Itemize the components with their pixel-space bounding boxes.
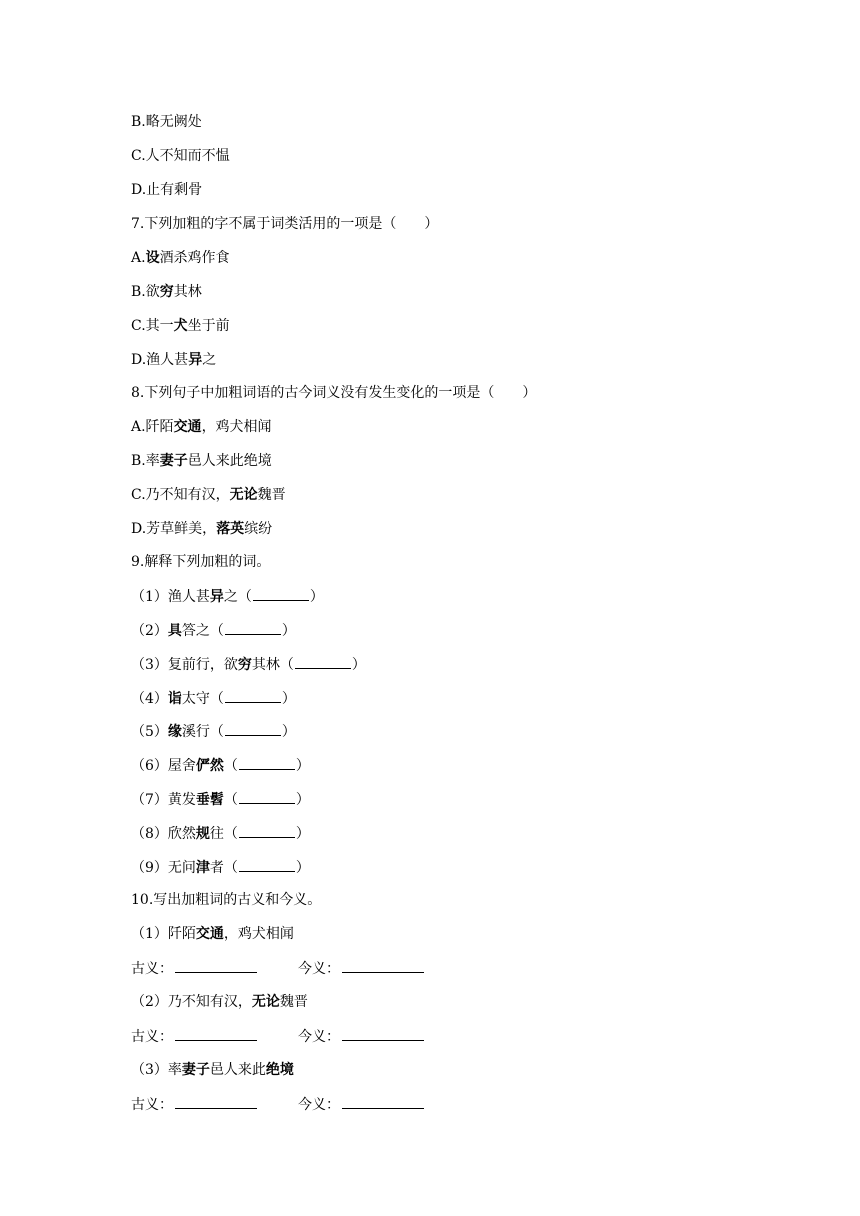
bold-word: 设 (145, 250, 160, 266)
text: 往（ (209, 826, 238, 842)
text: D.渔人甚 (131, 352, 189, 368)
bold-word: 绝境 (265, 1062, 294, 1078)
q9-item-7 (131, 790, 310, 808)
answer-blank[interactable] (239, 858, 295, 872)
answer-blank[interactable] (225, 689, 281, 703)
bold-word: 异 (188, 352, 203, 368)
bold-word: 犬 (173, 318, 188, 334)
text: 魏晋 (257, 487, 286, 503)
q10-answer-row-2 (131, 1027, 340, 1045)
q6-option-b (131, 113, 202, 131)
question-stem: 8.下列句子中加粗词语的古今词义没有发生变化的一项是（ ） (131, 385, 537, 401)
text: A.阡陌 (131, 419, 174, 435)
text: 者（ (209, 860, 238, 876)
option-text: D.止有剩骨 (131, 182, 203, 198)
bold-word: 妻子 (159, 453, 188, 469)
text: 邑人来此绝境 (187, 453, 272, 469)
text: （2）乃不知有汉， (131, 994, 252, 1010)
answer-blank[interactable] (239, 790, 295, 804)
q9-item-9 (131, 858, 310, 876)
bold-word: 穷 (237, 657, 252, 673)
text: 之（ (223, 589, 252, 605)
bold-word: 落英 (216, 521, 245, 537)
text: ） (281, 724, 296, 740)
answer-blank[interactable] (253, 587, 309, 601)
text: ，鸡犬相闻 (201, 419, 272, 435)
text: 坐于前 (187, 318, 230, 334)
q9-item-2 (131, 621, 296, 639)
text: ） (295, 758, 310, 774)
q8-option-d (131, 520, 272, 538)
q7-option-c (131, 317, 230, 335)
modern-meaning-label: 今义： (298, 1029, 340, 1045)
bold-word: 俨然 (195, 758, 224, 774)
text: ） (281, 623, 296, 639)
text: A. (131, 250, 146, 266)
text: 之 (202, 352, 217, 368)
text: （2） (131, 623, 168, 639)
answer-blank[interactable] (295, 655, 351, 669)
ancient-meaning-blank[interactable] (175, 959, 257, 973)
bold-word: 妻子 (181, 1062, 210, 1078)
bold-word: 规 (195, 826, 210, 842)
text: 其林（ (251, 657, 294, 673)
bold-word: 津 (195, 860, 210, 876)
modern-meaning-group (298, 1027, 424, 1046)
text: 邑人来此 (209, 1062, 266, 1078)
q7-option-b (131, 283, 202, 301)
q6-option-d (131, 181, 202, 199)
option-text: C.人不知而不愠 (131, 148, 230, 164)
text: （4） (131, 691, 168, 707)
bold-word: 垂髫 (195, 792, 224, 808)
q6-option-c (131, 147, 230, 165)
text: 其林 (173, 284, 202, 300)
modern-meaning-label: 今义： (298, 1097, 340, 1113)
q9-item-3 (131, 655, 366, 673)
bold-word: 具 (167, 623, 182, 639)
text: B.欲 (131, 284, 160, 300)
bold-word: 交通 (195, 926, 224, 942)
q9-item-5 (131, 722, 296, 740)
text: 酒杀鸡作食 (159, 250, 230, 266)
answer-blank[interactable] (225, 621, 281, 635)
text: ） (281, 691, 296, 707)
q10-answer-row-3 (131, 1095, 340, 1113)
answer-blank[interactable] (225, 722, 281, 736)
q8-option-b (131, 452, 272, 470)
text: ，鸡犬相闻 (223, 926, 294, 942)
text: （1）渔人甚 (131, 589, 210, 605)
bold-word: 诣 (167, 691, 182, 707)
modern-meaning-blank[interactable] (342, 1095, 424, 1109)
modern-meaning-group (298, 959, 424, 978)
text: ） (295, 826, 310, 842)
q10-stem (131, 891, 321, 909)
q9-item-8 (131, 824, 310, 842)
q9-item-6 (131, 756, 310, 774)
ancient-meaning-label: 古义： (131, 1097, 173, 1113)
text: C.乃不知有汉， (131, 487, 230, 503)
question-stem: 9.解释下列加粗的词。 (131, 554, 271, 570)
bold-word: 穷 (159, 284, 174, 300)
text: ） (295, 860, 310, 876)
q9-item-1 (131, 587, 324, 605)
modern-meaning-group (298, 1095, 424, 1114)
text: （1）阡陌 (131, 926, 196, 942)
bold-word: 缘 (167, 724, 182, 740)
ancient-meaning-label: 古义： (131, 1029, 173, 1045)
q7-stem (131, 215, 438, 233)
text: （ (223, 792, 238, 808)
text: C.其一 (131, 318, 174, 334)
text: D.芳草鲜美， (131, 521, 217, 537)
bold-word: 无论 (229, 487, 258, 503)
text: （5） (131, 724, 168, 740)
question-stem: 10.写出加粗词的古义和今义。 (131, 892, 322, 908)
bold-word: 交通 (173, 419, 202, 435)
text: 缤纷 (244, 521, 273, 537)
text: （ (223, 758, 238, 774)
q10-item-2 (131, 993, 308, 1011)
text: ） (351, 657, 366, 673)
ancient-meaning-label: 古义： (131, 961, 173, 977)
text: 答之（ (181, 623, 224, 639)
q8-option-a (131, 418, 272, 436)
text: B.率 (131, 453, 160, 469)
answer-blank[interactable] (239, 824, 295, 838)
q10-item-1 (131, 925, 294, 943)
text: ） (295, 792, 310, 808)
q10-answer-row-1 (131, 959, 340, 977)
q9-item-4 (131, 689, 296, 707)
text: （8）欣然 (131, 826, 196, 842)
bold-word: 异 (209, 589, 224, 605)
modern-meaning-blank[interactable] (342, 959, 424, 973)
q8-stem (131, 384, 536, 402)
ancient-meaning-blank[interactable] (175, 1027, 257, 1041)
text: （9）无问 (131, 860, 196, 876)
answer-blank[interactable] (239, 756, 295, 770)
text: （6）屋舍 (131, 758, 196, 774)
text: 魏晋 (279, 994, 308, 1010)
modern-meaning-label: 今义： (298, 961, 340, 977)
text: （7）黄发 (131, 792, 196, 808)
q7-option-d (131, 351, 216, 369)
ancient-meaning-blank[interactable] (175, 1095, 257, 1109)
q10-item-3 (131, 1061, 294, 1079)
q8-option-c (131, 486, 286, 504)
q9-stem (131, 553, 270, 571)
text: （3）复前行，欲 (131, 657, 238, 673)
text: ） (309, 589, 324, 605)
q7-option-a (131, 249, 230, 267)
text: 太守（ (181, 691, 224, 707)
text: 溪行（ (181, 724, 224, 740)
option-text: B.略无阙处 (131, 114, 202, 130)
question-stem: 7.下列加粗的字不属于词类活用的一项是（ ） (131, 216, 439, 232)
text: （3）率 (131, 1062, 182, 1078)
bold-word: 无论 (251, 994, 280, 1010)
modern-meaning-blank[interactable] (342, 1027, 424, 1041)
